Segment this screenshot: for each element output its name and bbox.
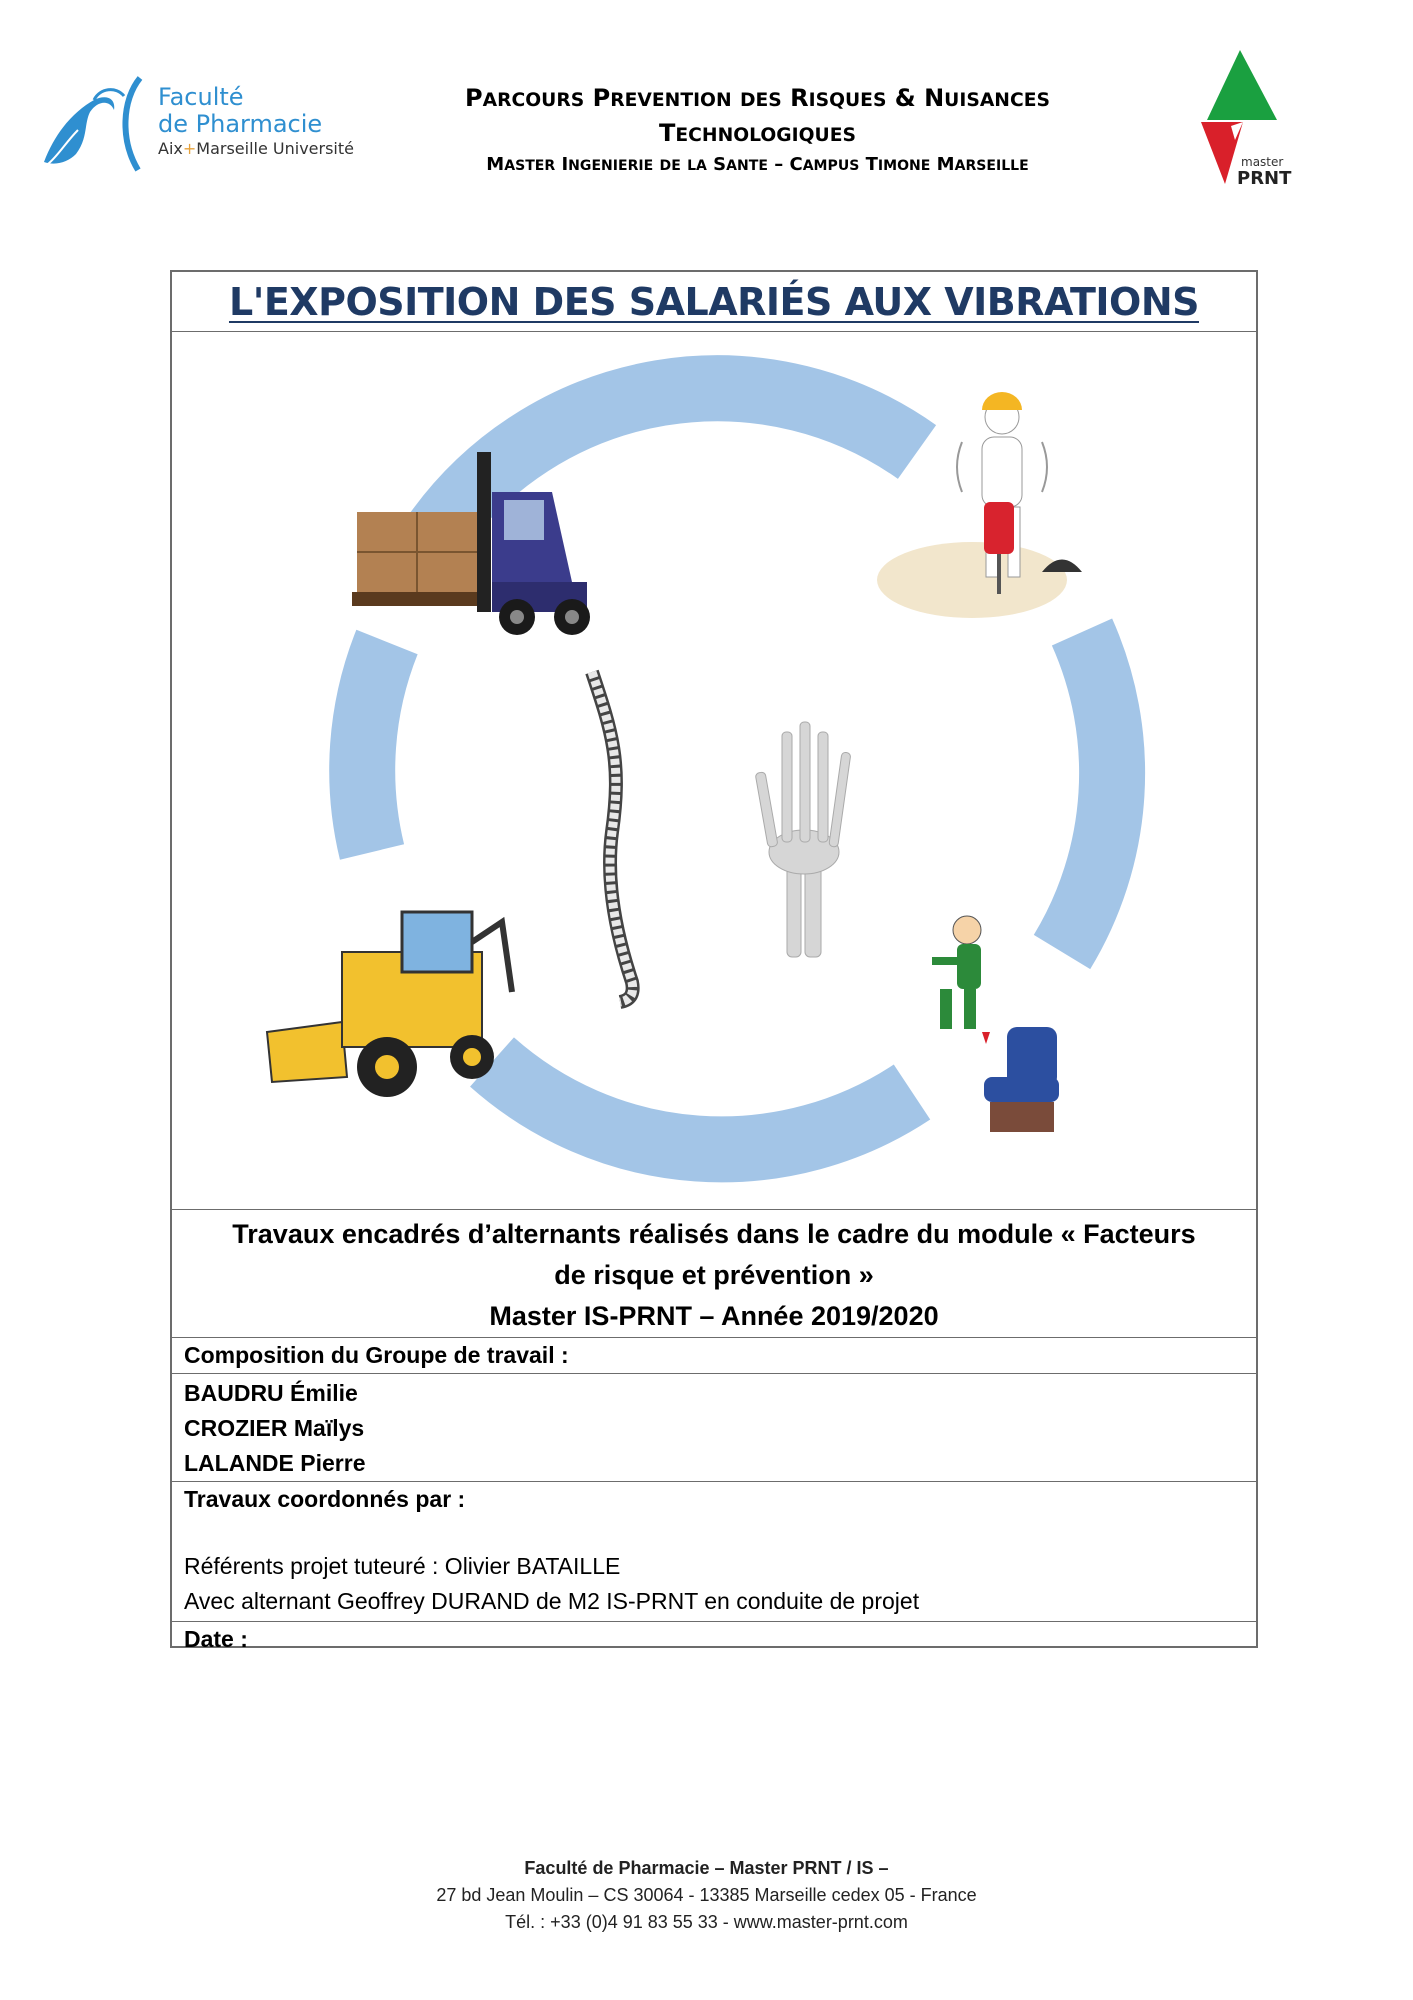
spine-illustration xyxy=(592,672,633,1002)
member-name: LALANDE Pierre xyxy=(184,1450,366,1476)
program-header xyxy=(330,82,1185,179)
members-list xyxy=(172,1374,1256,1482)
illustration-panel xyxy=(172,332,1256,1210)
coordinated-label: Travaux coordonnés par : xyxy=(184,1486,466,1512)
faculty-line1: Faculté xyxy=(158,83,244,111)
driver-seat-illustration xyxy=(932,916,1059,1132)
prnt-green-triangle-icon xyxy=(1207,50,1277,120)
coordination-block xyxy=(172,1482,1256,1622)
caption-line3: Master IS-PRNT – Année 2019/2020 xyxy=(489,1301,939,1331)
title-row xyxy=(172,272,1256,332)
caption-line1: Travaux encadrés d’alternants réalisés dans le cadre du module « Facteurs xyxy=(232,1219,1196,1249)
hand-skeleton-illustration xyxy=(755,722,851,957)
vibration-cycle-illustration xyxy=(172,332,1256,1208)
document-title: L'EXPOSITION DES SALARIÉS AUX VIBRATIONS xyxy=(228,279,1199,324)
prnt-logo-bottom: PRNT xyxy=(1237,168,1292,189)
master-line: MASTER INGENIERIE DE LA SANTE – CAMPUS TIMONE MARSEILLE xyxy=(486,154,1029,175)
member-name: BAUDRU Émilie xyxy=(184,1380,358,1406)
group-label: Composition du Groupe de travail : xyxy=(172,1338,1256,1374)
caption-line2: de risque et prévention » xyxy=(554,1260,874,1290)
cover-frame xyxy=(170,270,1258,1652)
date-label: Date : xyxy=(184,1626,248,1652)
parcours-prefix: PARCOURS xyxy=(465,84,585,112)
footer xyxy=(0,1855,1413,1936)
footer-line2: 27 bd Jean Moulin – CS 30064 - 13385 Marseille cedex 05 - France xyxy=(436,1885,977,1905)
prnt-logo-top: master xyxy=(1241,155,1284,169)
backhoe-loader-illustration xyxy=(267,912,512,1097)
faculty-line2: de Pharmacie xyxy=(158,110,323,138)
alternant-line: Avec alternant Geoffrey DURAND de M2 IS-PRNT en conduite de projet xyxy=(184,1588,920,1614)
faculty-line3: Aix+Marseille Université xyxy=(158,139,354,158)
referents-line: Référents projet tuteuré : Olivier BATAILLE xyxy=(184,1553,621,1579)
parcours-title-b: TECHNOLOGIQUES xyxy=(659,119,856,147)
parcours-line xyxy=(330,82,1185,117)
master-prnt-logo xyxy=(1195,48,1292,189)
footer-line1: Faculté de Pharmacie – Master PRNT / IS – xyxy=(524,1858,889,1878)
parcours-title-a: PREVENTION DES RISQUES & NUISANCES xyxy=(592,84,1050,112)
footer-line3: Tél. : +33 (0)4 91 83 55 33 - www.master-prnt.com xyxy=(505,1912,908,1932)
caption-block xyxy=(172,1210,1256,1338)
member-name: CROZIER Maïlys xyxy=(184,1415,365,1441)
faculty-bird-icon xyxy=(36,70,154,180)
faculte-pharmacie-logo xyxy=(36,70,366,180)
